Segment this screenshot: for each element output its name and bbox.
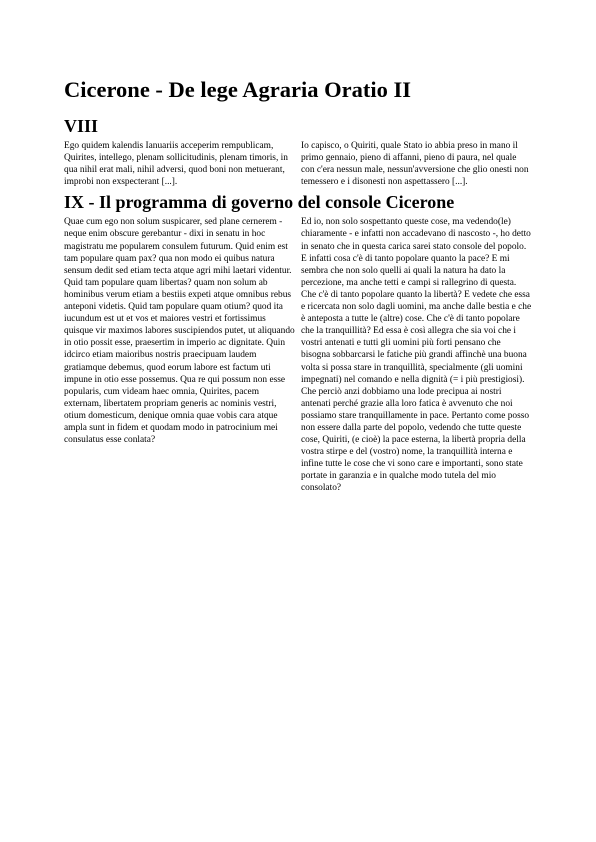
italian-text-viii: Io capisco, o Quiriti, quale Stato io abbia preso in mano il primo gennaio, pieno di affanni, pieno di paura, nel quale con c'era nessun male, nessun'avversione che glio onesti non temessero e i disonesti non aspettassero [...]. bbox=[301, 141, 529, 188]
document-page bbox=[64, 75, 532, 495]
section-heading-ix: IX - Il programma di governo del console Cicerone bbox=[64, 192, 455, 213]
section-ix-columns bbox=[64, 216, 532, 494]
section-viii-columns bbox=[64, 140, 532, 188]
document-title: Cicerone - De lege Agraria Oratio II bbox=[64, 77, 411, 102]
latin-text-ix: Quae cum ego non solum suspicarer, sed plane cernerem - neque enim obscure gerebantur - dixi in senatu in hoc magistratu me popularem consulem futurum. Quid enim est tam populare quam pax? qua non modo ei quibus natura sensum dedit sed etiam tecta atque agri mihi laetari videntur. Quid tam populare quam libertas? quam non solum ab hominibus verum etiam a bestiis expeti atque omnibus rebus anteponi videtis. Quid tam populare quam otium? quod ita iucundum est ut et vos et maiores vestri et fortissimus quisque vir maximos labores suscipiendos putet, ut aliquando in otio possit esse, praesertim in imperio ac dignitate. Quin idcirco etiam maioribus nostris praecipuam laudem gratiamque debemus, quod eorum labore est factum uti impune in otio esse possemus. Qua re qui possum non esse popularis, cum videam haec omnia, Quirites, pacem externam, libertatem propriam generis ac nominis vestri, otium domesticum, denique omnia quae vobis cara atque ampla sunt in fidem et quodam modo in patrocinium mei consulatus esse conlata? bbox=[64, 217, 295, 446]
italian-text-ix: Ed io, non solo sospettanto queste cose, ma vedendo(le) chiaramente - e infatti non accadevano di nascosto -, ho detto in senato che in questa carica sarei stato console del popolo. E infatti cosa c'è di tanto popolare quanto la pace? E mi sembra che non solo quelli ai quali la natura ha dato la percezione, ma anche tetti e campi si rallegrino di questa. Che c'è di tanto popolare quanto la libertà? E vedete che essa e ricercata non solo dagli uomini, ma anche dalle bestia e che è anteposta a tutte le (altre) cose. Che c'è di tanto popolare che la tranquillità? Ed essa è così allegra che sia voi che i vostri antenati e tutti gli uomini più forti pensano che bisogna sobbarcarsi le fatiche più grandi affinchè una buona volta si possa stare in tranquillità, specialmente (gli uomini impegnati) nel comando e nella dignità (= i più prestigiosi). Che perciò anzi dobbiamo una lode precipua ai nostri antenati perché grazie alla loro fatica è avvenuto che noi possiamo stare tranquillamente in pace. Pertanto come posso non essere dalla parte del popolo, vedendo che tutte queste cose, Quiriti, (e cioè) la pace esterna, la libertà propria della vostra stirpe e del (vostro) nome, la tranquillità interna e infine tutte le cose che vi sono care e importanti, sono state portate in garanzia e in qualche modo tutela del mio consolato? bbox=[301, 217, 532, 494]
latin-text-viii: Ego quidem kalendis Ianuariis acceperim rempublicam, Quirites, intellego, plenam sollicitudinis, plenam timoris, in qua nihil erat mali, nihil adversi, quod boni non metuerant, improbi non exspecterant [...]. bbox=[64, 141, 288, 188]
section-heading-viii: VIII bbox=[64, 116, 99, 136]
